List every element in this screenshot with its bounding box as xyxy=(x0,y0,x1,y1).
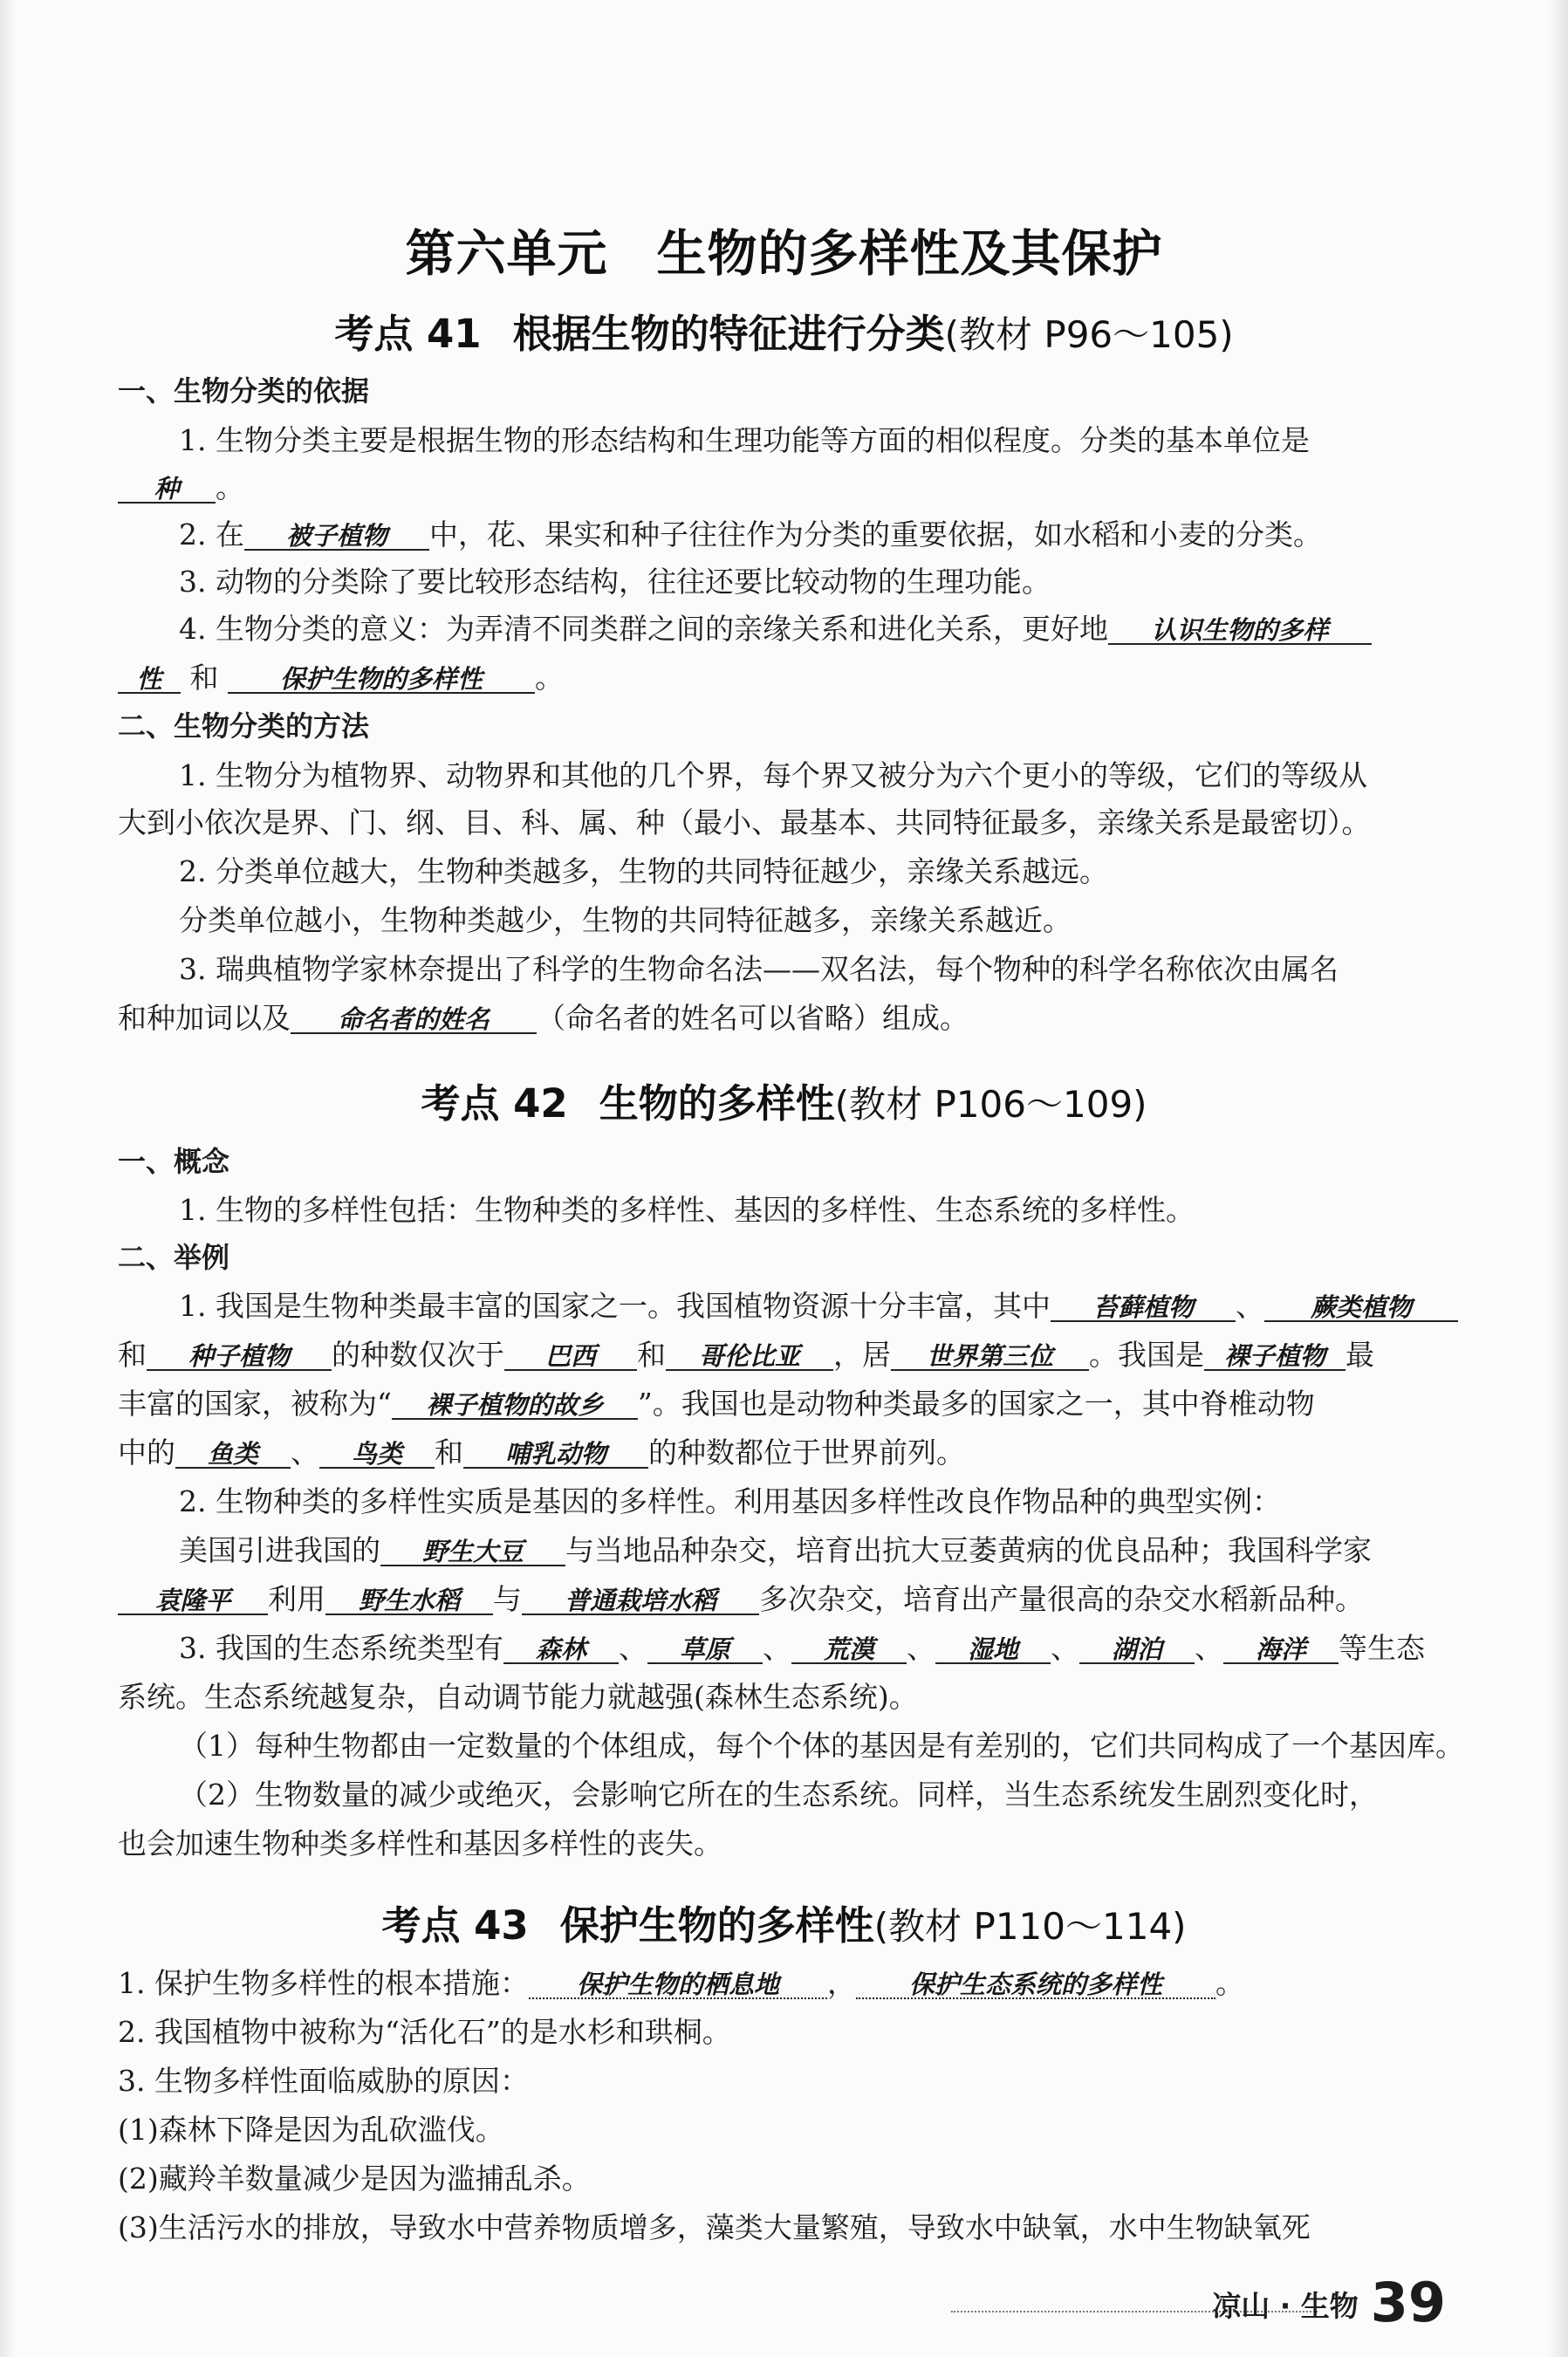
kp43-point2: 2. 我国植物中被称为“活化石”的是水杉和珙桐。 xyxy=(118,2015,731,2049)
kp42-example1-line4: 中的 鱼类 、 鸟类 和 哺乳动物 的种数都位于世界前列。 xyxy=(118,1435,965,1470)
kp43-point1: 1. 保护生物多样性的根本措施： 保护生物的栖息地 ， 保护生态系统的多样性 。 xyxy=(118,1966,1244,2000)
kp42-example1-line2: 和 种子植物 的种数仅次于 巴西 和 哥伦比亚 ，居 世界第三位 。我国是 裸子植物 最 xyxy=(118,1338,1374,1372)
kp41-item4-line2: 性 和 保护生物的多样性 。 xyxy=(118,663,1444,694)
kp42-concept1: 1. 生物的多样性包括：生物种类的多样性、基因的多样性、生态系统的多样性。 xyxy=(179,1193,1195,1227)
answer-blank: 鸟类 xyxy=(319,1441,435,1469)
kp42-heading: 考点 42 生物的多样性(教材 P106～109) xyxy=(421,1080,1147,1127)
answer-blank: 野生大豆 xyxy=(380,1538,565,1566)
kp41-method2-line1: 2. 分类单位越大，生物种类越多，生物的共同特征越少，亲缘关系越远。 xyxy=(179,854,1108,888)
kp42-note1: （1）每种生物都由一定数量的个体组成，每个个体的基因是有差别的，它们共同构成了一个基因库。 xyxy=(179,1729,1464,1763)
answer-blank: 巴西 xyxy=(504,1343,637,1371)
answer-blank: 湖泊 xyxy=(1079,1636,1195,1664)
answer-blank: 保护生态系统的多样性 xyxy=(856,1971,1215,1999)
answer-blank: 命名者的姓名 xyxy=(291,1006,537,1034)
answer-blank: 种 xyxy=(118,476,216,504)
answer-blank: 草原 xyxy=(647,1636,763,1664)
kp42-section-examples: 二、举例 xyxy=(118,1241,230,1274)
kp43-reason2: (2)藏羚羊数量减少是因为滥捕乱杀。 xyxy=(118,2162,591,2196)
kp42-example1-line1: 1. 我国是生物种类最丰富的国家之一。我国植物资源十分丰富，其中 苔藓植物 、 蕨类植物 xyxy=(179,1292,1444,1322)
answer-blank: 森林 xyxy=(503,1636,619,1664)
kp42-example2-line3: 袁隆平 利用 野生水稻 与 普通栽培水稻 多次杂交，培育出产量很高的杂交水稻新品种。 xyxy=(118,1585,1444,1615)
answer-blank: 鱼类 xyxy=(175,1441,291,1469)
answer-blank: 裸子植物的故乡 xyxy=(392,1392,638,1420)
kp43-reason3: (3)生活污水的排放，导致水中营养物质增多，藻类大量繁殖，导致水中缺氧，水中生物缺氧死 xyxy=(118,2210,1311,2244)
kp41-heading: 考点 41 根据生物的特征进行分类(教材 P96～105) xyxy=(334,311,1234,357)
kp41-item3: 3. 动物的分类除了要比较形态结构，往往还要比较动物的生理功能。 xyxy=(179,565,1051,599)
kp43-heading: 考点 43 保护生物的多样性(教材 P110～114) xyxy=(381,1902,1187,1949)
page-footer xyxy=(1212,2271,1446,2334)
kp41-method3-line2: 和种加词以及 命名者的姓名 （命名者的姓名可以省略）组成。 xyxy=(118,1001,969,1035)
page-number: 39 xyxy=(1370,2271,1446,2334)
kp42-note2-line1: （2）生物数量的减少或绝灭，会影响它所在的生态系统。同样，当生态系统发生剧烈变化时， xyxy=(179,1778,1378,1812)
answer-blank: 野生水稻 xyxy=(325,1587,493,1615)
kp41-item1-line1: 1. 生物分类主要是根据生物的形态结构和生理功能等方面的相似程度。分类的基本单位是 xyxy=(179,423,1310,457)
answer-blank: 被子植物 xyxy=(244,523,429,551)
answer-blank: 性 xyxy=(118,666,181,694)
kp43-point3: 3. 生物多样性面临威胁的原因： xyxy=(118,2064,529,2098)
answer-blank: 袁隆平 xyxy=(118,1587,268,1615)
answer-blank: 哺乳动物 xyxy=(463,1441,648,1469)
kp42-example2-line2: 美国引进我国的 野生大豆 与当地品种杂交，培育出抗大豆萎黄病的优良品种；我国科学家 xyxy=(179,1533,1372,1567)
kp42-section-concept: 一、概念 xyxy=(118,1145,230,1178)
kp43-reason1: (1)森林下降是因为乱砍滥伐。 xyxy=(118,2113,504,2147)
kp41-method2-line2: 分类单位越小，生物种类越少，生物的共同特征越多，亲缘关系越近。 xyxy=(179,903,1072,937)
kp41-item2: 2. 在 被子植物 中，花、果实和种子往往作为分类的重要依据，如水稻和小麦的分类。 xyxy=(179,517,1322,552)
footer-subject: 凉山 · 生物 xyxy=(1212,2289,1359,2323)
answer-blank: 保护生物的多样性 xyxy=(228,666,535,694)
answer-blank: 保护生物的栖息地 xyxy=(529,1971,827,1999)
answer-blank: 哥伦比亚 xyxy=(666,1343,833,1371)
kp41-method1-line1: 1. 生物分为植物界、动物界和其他的几个界，每个界又被分为六个更小的等级，它们的等级从 xyxy=(179,758,1367,792)
kp41-method1-line2: 大到小依次是界、门、纲、目、科、属、种（最小、最基本、共同特征最多，亲缘关系是最密切）。 xyxy=(118,805,1371,839)
answer-blank: 种子植物 xyxy=(147,1343,332,1371)
answer-blank: 普通栽培水稻 xyxy=(522,1587,759,1615)
kp41-item1-line2: 种 。 xyxy=(118,473,1444,504)
kp42-note2-line2: 也会加速生物种类多样性和基因多样性的丧失。 xyxy=(118,1826,722,1860)
answer-blank: 海洋 xyxy=(1223,1636,1339,1664)
kp42-example3-line1: 3. 我国的生态系统类型有 森林 、 草原 、 荒漠 、 湿地 、 湖泊 、 海洋 等生态 xyxy=(179,1631,1425,1665)
kp41-section-method: 二、生物分类的方法 xyxy=(118,709,370,743)
answer-blank: 裸子植物 xyxy=(1204,1343,1345,1371)
kp41-method3-line1: 3. 瑞典植物学家林奈提出了科学的生物命名法——双名法，每个物种的科学名称依次由属名 xyxy=(179,952,1339,986)
answer-blank: 蕨类植物 xyxy=(1264,1294,1458,1322)
answer-blank: 苔藓植物 xyxy=(1051,1294,1236,1322)
kp42-example3-line2: 系统。生态系统越复杂，自动调节能力就越强(森林生态系统)。 xyxy=(118,1680,918,1714)
kp41-section-basis: 一、生物分类的依据 xyxy=(118,374,370,408)
kp42-example2-line1: 2. 生物种类的多样性实质是基因的多样性。利用基因多样性改良作物品种的典型实例： xyxy=(179,1484,1281,1518)
kp41-item4-line1: 4. 生物分类的意义：为弄清不同类群之间的亲缘关系和进化关系，更好地 认识生物的多样 xyxy=(179,614,1444,645)
answer-blank: 世界第三位 xyxy=(891,1343,1089,1371)
answer-blank: 湿地 xyxy=(935,1636,1051,1664)
answer-blank: 认识生物的多样 xyxy=(1108,617,1372,645)
kp42-example1-line3: 丰富的国家，被称为“ 裸子植物的故乡 ”。我国也是动物种类最多的国家之一，其中脊椎动物 xyxy=(118,1387,1315,1421)
answer-blank: 荒漠 xyxy=(791,1636,907,1664)
unit-title: 第六单元 生物的多样性及其保护 xyxy=(405,225,1163,283)
